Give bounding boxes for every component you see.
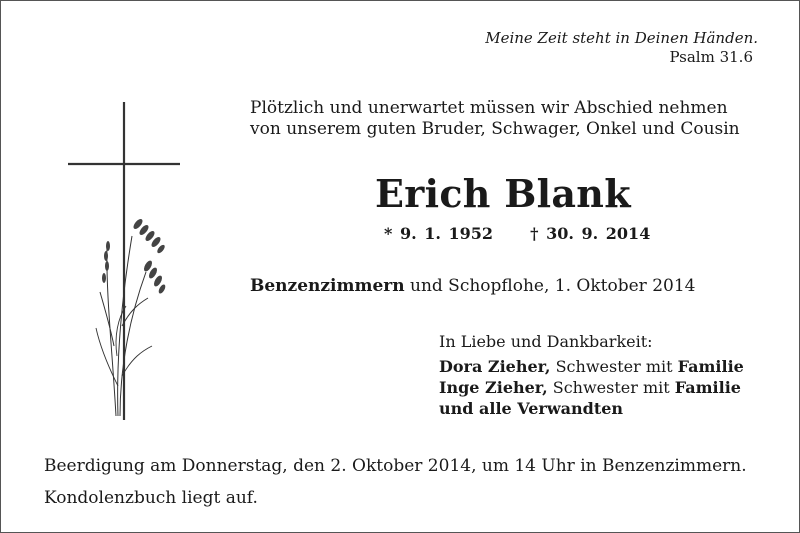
bible-reference: Psalm 31.6 [669, 48, 753, 66]
mourner-relation: Schwester mit [550, 357, 678, 376]
thanks-intro: In Liebe und Dankbarkeit: [439, 332, 653, 351]
mourner-row [439, 357, 744, 377]
birth-date: * 9. 1. 1952 [384, 224, 494, 243]
mourner-closing: und alle Verwandten [439, 399, 624, 418]
place-bold: Benzenzimmern [250, 276, 405, 296]
mourner-relation: Schwester mit [547, 378, 675, 397]
bible-verse: Meine Zeit steht in Deinen Händen. [485, 29, 758, 47]
funeral-info: Beerdigung am Donnerstag, den 2. Oktober 2014, um 14 Uhr in Benzenzimmern. [44, 456, 747, 476]
cross-with-wheat-icon [60, 96, 185, 426]
mourner-row [439, 378, 741, 398]
place-rest: und Schopflohe, 1. Oktober 2014 [404, 276, 696, 296]
mourner-name: Dora Zieher, [439, 357, 551, 376]
mourner-suffix: Familie [677, 357, 744, 376]
deceased-name: Erich Blank [375, 171, 631, 216]
place-date-line [250, 276, 695, 296]
death-date: † 30. 9. 2014 [530, 224, 651, 243]
life-dates [384, 224, 650, 243]
intro-line-1: Plötzlich und unerwartet müssen wir Abschied nehmen [250, 98, 728, 118]
mourner-name: Inge Zieher, [439, 378, 548, 397]
mourner-suffix: Familie [674, 378, 741, 397]
condolence-note: Kondolenzbuch liegt auf. [44, 488, 258, 508]
intro-text [250, 98, 740, 140]
intro-line-2: von unserem guten Bruder, Schwager, Onkel und Cousin [250, 119, 740, 139]
